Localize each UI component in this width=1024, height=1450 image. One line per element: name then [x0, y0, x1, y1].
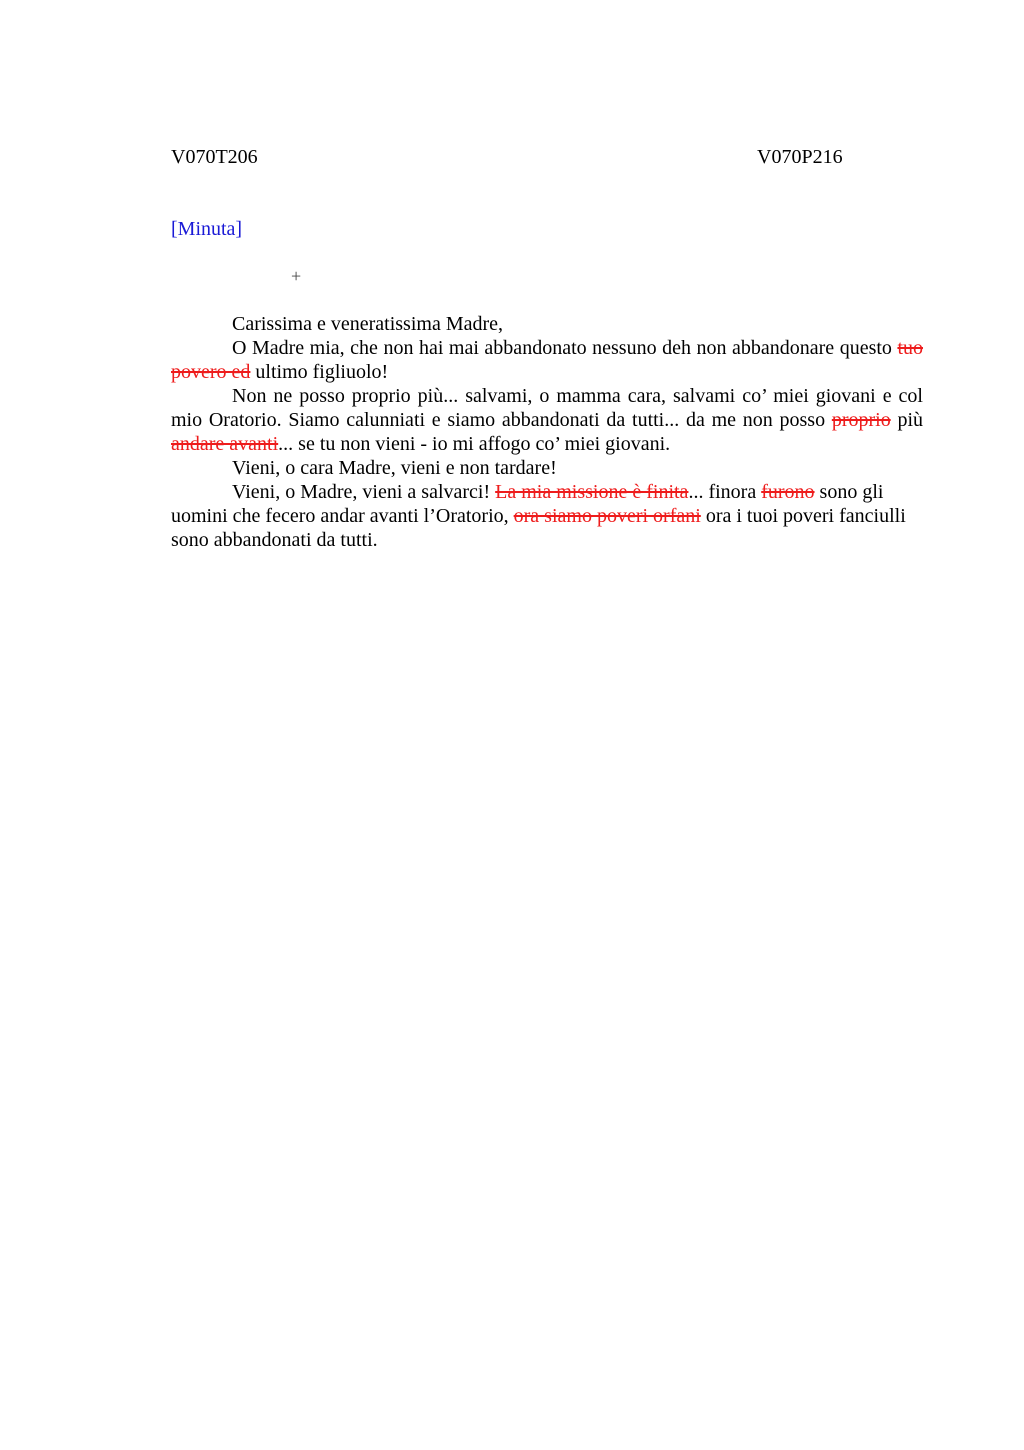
deleted-text: ora siamo poveri orfani [513, 505, 701, 527]
paragraph-salutation [171, 312, 923, 336]
minuta-label: [Minuta] [171, 218, 243, 240]
text-segment: Vieni, o cara Madre, vieni e non tardare! [232, 457, 557, 479]
text-segment: sono gli uomini che fecero andar avanti l’Oratorio, [171, 481, 884, 527]
paragraph-1 [171, 336, 923, 384]
header-left-code: V070T206 [171, 146, 258, 168]
deleted-text: tuo povero ed [171, 337, 923, 383]
text-segment: Vieni, o Madre, vieni a salvarci! [232, 481, 496, 503]
deleted-text: andare avanti [171, 433, 279, 455]
text-segment: ... se tu non vieni - io mi affogo co’ miei giovani. [278, 433, 671, 455]
text-segment: ... finora [688, 481, 762, 503]
paragraph-4 [171, 480, 923, 552]
text-segment: Non ne posso proprio più... salvami, o mamma cara, salvami co’ miei giovani e col mio Oratorio. Siamo calunniati e siamo abbandonati da tutti... da me non posso [171, 385, 923, 431]
paragraph-2 [171, 384, 923, 456]
header-right-code: V070P216 [757, 146, 843, 168]
text-segment: ultimo figliuolo! [250, 361, 389, 383]
deleted-text: proprio [831, 409, 891, 431]
text-segment: più [890, 409, 923, 431]
text-segment: O Madre mia, che non hai mai abbandonato nessuno deh non abbandonare questo [232, 337, 898, 359]
deleted-text: La mia missione è finita [495, 481, 689, 503]
deleted-text: furono [761, 481, 815, 503]
text-segment: ora i tuoi poveri fanciulli sono abbandonati da tutti. [171, 505, 906, 551]
paragraph-3 [171, 456, 923, 480]
text-segment: Carissima e veneratissima Madre, [232, 313, 504, 335]
letter-body [171, 312, 923, 552]
cross-symbol: + [291, 266, 302, 286]
